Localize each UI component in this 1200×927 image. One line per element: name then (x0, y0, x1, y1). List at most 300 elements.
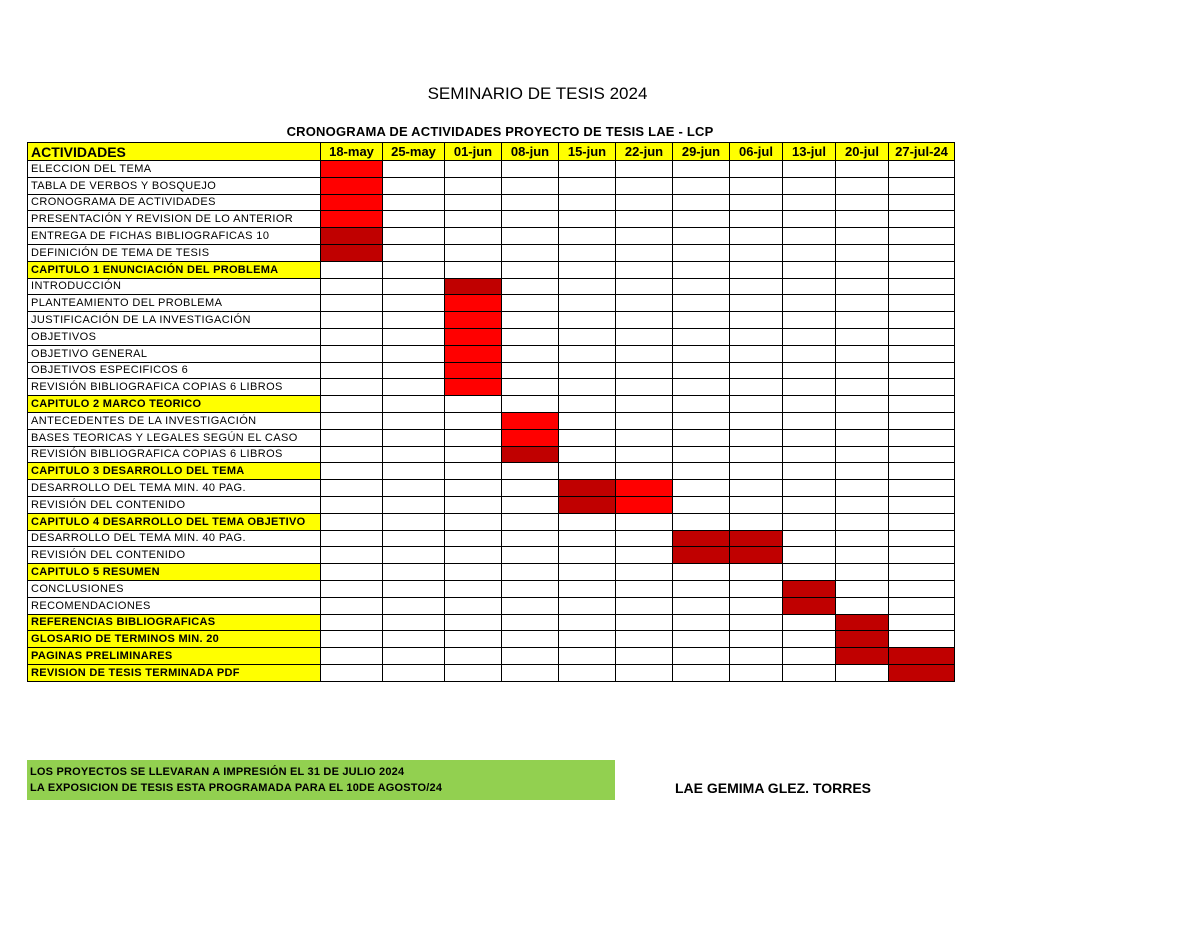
week-cell (783, 396, 836, 413)
week-cell (730, 664, 783, 681)
activity-label: JUSTIFICACIÓN DE LA INVESTIGACIÓN (28, 312, 321, 329)
week-cell (445, 597, 502, 614)
week-cell (502, 648, 559, 665)
week-cell (445, 580, 502, 597)
week-cell (321, 648, 383, 665)
week-cell (445, 446, 502, 463)
week-cell (559, 328, 616, 345)
week-cell (889, 396, 955, 413)
scheduled-week-cell (321, 244, 383, 261)
activity-row (28, 244, 955, 261)
week-cell (836, 412, 889, 429)
activity-label: OBJETIVOS (28, 328, 321, 345)
week-cell (445, 564, 502, 581)
week-cell (673, 228, 730, 245)
section-row (28, 396, 955, 413)
week-cell (836, 362, 889, 379)
week-cell (383, 664, 445, 681)
week-cell (321, 379, 383, 396)
week-cell (502, 463, 559, 480)
section-label: REVISION DE TESIS TERMINADA PDF (28, 664, 321, 681)
week-cell (502, 278, 559, 295)
week-cell (383, 580, 445, 597)
scheduled-week-cell (783, 597, 836, 614)
week-cell (673, 362, 730, 379)
week-cell (673, 328, 730, 345)
week-cell (783, 496, 836, 513)
week-cell (783, 664, 836, 681)
week-cell (559, 564, 616, 581)
week-cell (889, 261, 955, 278)
week-cell (559, 446, 616, 463)
section-row (28, 261, 955, 278)
week-cell (321, 631, 383, 648)
week-cell (502, 496, 559, 513)
week-cell (889, 530, 955, 547)
week-cell (321, 480, 383, 497)
activity-label: ANTECEDENTES DE LA INVESTIGACIÓN (28, 412, 321, 429)
week-cell (836, 530, 889, 547)
activity-schedule-table (27, 142, 955, 682)
week-cell (673, 480, 730, 497)
week-cell (445, 463, 502, 480)
week-cell (502, 664, 559, 681)
week-cell (502, 295, 559, 312)
header-row (28, 143, 955, 161)
activity-row (28, 412, 955, 429)
week-cell (321, 278, 383, 295)
week-header: 13-jul (783, 143, 836, 161)
activity-row (28, 496, 955, 513)
section-label: CAPITULO 4 DESARROLLO DEL TEMA OBJETIVO (28, 513, 321, 530)
week-cell (616, 278, 673, 295)
week-cell (730, 513, 783, 530)
week-cell (445, 261, 502, 278)
scheduled-week-cell (616, 496, 673, 513)
week-cell (321, 547, 383, 564)
week-cell (889, 412, 955, 429)
week-cell (673, 261, 730, 278)
week-cell (889, 244, 955, 261)
section-row (28, 463, 955, 480)
scheduled-week-cell (889, 664, 955, 681)
week-cell (730, 614, 783, 631)
week-cell (783, 211, 836, 228)
week-cell (673, 664, 730, 681)
activity-label: CONCLUSIONES (28, 580, 321, 597)
week-cell (889, 278, 955, 295)
week-cell (321, 664, 383, 681)
week-cell (783, 228, 836, 245)
week-cell (321, 345, 383, 362)
week-cell (783, 530, 836, 547)
week-cell (321, 597, 383, 614)
week-cell (836, 496, 889, 513)
week-header: 25-may (383, 143, 445, 161)
week-cell (445, 211, 502, 228)
section-row (28, 648, 955, 665)
week-cell (616, 312, 673, 329)
week-cell (383, 194, 445, 211)
week-cell (673, 580, 730, 597)
week-cell (783, 547, 836, 564)
week-cell (321, 580, 383, 597)
week-cell (445, 244, 502, 261)
scheduled-week-cell (321, 177, 383, 194)
scheduled-week-cell (559, 496, 616, 513)
activity-row (28, 446, 955, 463)
week-cell (730, 564, 783, 581)
week-cell (673, 161, 730, 178)
week-cell (616, 244, 673, 261)
week-cell (559, 261, 616, 278)
section-label: REFERENCIAS BIBLIOGRAFICAS (28, 614, 321, 631)
week-cell (321, 496, 383, 513)
week-cell (502, 161, 559, 178)
section-label: CAPITULO 1 ENUNCIACIÓN DEL PROBLEMA (28, 261, 321, 278)
week-cell (445, 496, 502, 513)
scheduled-week-cell (445, 328, 502, 345)
print-notes-box (27, 760, 615, 800)
activity-label: REVISIÓN DEL CONTENIDO (28, 496, 321, 513)
week-cell (383, 513, 445, 530)
scheduled-week-cell (502, 412, 559, 429)
week-cell (321, 261, 383, 278)
week-cell (673, 177, 730, 194)
scheduled-week-cell (673, 530, 730, 547)
week-cell (616, 564, 673, 581)
scheduled-week-cell (445, 379, 502, 396)
week-cell (559, 664, 616, 681)
week-cell (783, 194, 836, 211)
week-cell (673, 496, 730, 513)
week-cell (383, 362, 445, 379)
week-cell (445, 547, 502, 564)
week-cell (445, 161, 502, 178)
week-cell (559, 648, 616, 665)
week-cell (783, 261, 836, 278)
week-cell (383, 177, 445, 194)
week-cell (445, 614, 502, 631)
week-header: 06-jul (730, 143, 783, 161)
week-cell (321, 412, 383, 429)
week-cell (321, 312, 383, 329)
scheduled-week-cell (836, 614, 889, 631)
week-cell (383, 161, 445, 178)
section-row (28, 513, 955, 530)
week-cell (730, 379, 783, 396)
scheduled-week-cell (559, 480, 616, 497)
week-cell (783, 278, 836, 295)
week-cell (383, 278, 445, 295)
week-cell (783, 463, 836, 480)
week-cell (673, 631, 730, 648)
scheduled-week-cell (502, 446, 559, 463)
week-cell (445, 513, 502, 530)
scheduled-week-cell (445, 278, 502, 295)
week-cell (502, 597, 559, 614)
week-cell (616, 412, 673, 429)
week-cell (616, 648, 673, 665)
week-cell (730, 194, 783, 211)
week-cell (889, 564, 955, 581)
week-cell (730, 463, 783, 480)
week-cell (383, 211, 445, 228)
activity-row (28, 379, 955, 396)
week-cell (445, 177, 502, 194)
week-cell (502, 580, 559, 597)
activity-label: DESARROLLO DEL TEMA MIN. 40 PAG. (28, 480, 321, 497)
week-cell (673, 648, 730, 665)
week-cell (673, 194, 730, 211)
week-cell (321, 295, 383, 312)
week-header: 01-jun (445, 143, 502, 161)
week-cell (502, 564, 559, 581)
week-cell (559, 211, 616, 228)
week-header: 18-may (321, 143, 383, 161)
week-cell (321, 463, 383, 480)
week-cell (836, 177, 889, 194)
week-cell (783, 177, 836, 194)
activity-row (28, 211, 955, 228)
week-cell (889, 513, 955, 530)
week-cell (836, 295, 889, 312)
week-cell (730, 496, 783, 513)
activity-label: INTRODUCCIÓN (28, 278, 321, 295)
week-cell (783, 564, 836, 581)
week-cell (836, 161, 889, 178)
week-cell (321, 513, 383, 530)
week-header: 29-jun (673, 143, 730, 161)
week-cell (730, 328, 783, 345)
week-cell (836, 547, 889, 564)
week-cell (783, 161, 836, 178)
week-cell (502, 328, 559, 345)
week-cell (673, 564, 730, 581)
scheduled-week-cell (730, 547, 783, 564)
week-cell (673, 244, 730, 261)
week-cell (616, 664, 673, 681)
week-cell (321, 362, 383, 379)
week-cell (559, 161, 616, 178)
week-cell (730, 648, 783, 665)
week-cell (783, 513, 836, 530)
activity-row (28, 597, 955, 614)
week-cell (502, 480, 559, 497)
week-cell (559, 530, 616, 547)
scheduled-week-cell (783, 580, 836, 597)
section-label: PAGINAS PRELIMINARES (28, 648, 321, 665)
scheduled-week-cell (889, 648, 955, 665)
week-cell (383, 328, 445, 345)
week-cell (889, 446, 955, 463)
week-cell (383, 480, 445, 497)
scheduled-week-cell (616, 480, 673, 497)
week-cell (889, 362, 955, 379)
activity-row (28, 177, 955, 194)
week-cell (783, 295, 836, 312)
week-cell (783, 412, 836, 429)
week-cell (383, 261, 445, 278)
week-cell (730, 580, 783, 597)
exposition-date-note: LA EXPOSICION DE TESIS ESTA PROGRAMADA PARA EL 10DE AGOSTO/24 (30, 782, 443, 794)
week-cell (783, 614, 836, 631)
week-cell (836, 463, 889, 480)
week-cell (783, 429, 836, 446)
week-cell (445, 396, 502, 413)
activity-row (28, 580, 955, 597)
author-signature: LAE GEMIMA GLEZ. TORRES (675, 780, 872, 796)
activity-row (28, 194, 955, 211)
week-cell (836, 261, 889, 278)
section-row (28, 564, 955, 581)
week-cell (559, 463, 616, 480)
week-cell (616, 429, 673, 446)
week-cell (616, 446, 673, 463)
scheduled-week-cell (321, 194, 383, 211)
week-cell (383, 312, 445, 329)
week-cell (889, 480, 955, 497)
activity-label: TABLA DE VERBOS Y BOSQUEJO (28, 177, 321, 194)
scheduled-week-cell (445, 362, 502, 379)
week-cell (616, 161, 673, 178)
week-cell (889, 496, 955, 513)
week-cell (445, 228, 502, 245)
week-cell (559, 597, 616, 614)
week-cell (559, 379, 616, 396)
activity-row (28, 312, 955, 329)
week-cell (616, 211, 673, 228)
week-cell (673, 312, 730, 329)
week-cell (559, 614, 616, 631)
week-cell (889, 177, 955, 194)
week-cell (889, 614, 955, 631)
week-cell (730, 312, 783, 329)
week-cell (616, 345, 673, 362)
week-cell (616, 295, 673, 312)
activity-label: OBJETIVOS ESPECIFICOS 6 (28, 362, 321, 379)
week-cell (321, 446, 383, 463)
week-cell (673, 429, 730, 446)
week-cell (730, 446, 783, 463)
scheduled-week-cell (321, 161, 383, 178)
week-cell (559, 429, 616, 446)
activities-header: ACTIVIDADES (28, 143, 321, 161)
week-cell (559, 580, 616, 597)
week-cell (559, 228, 616, 245)
activity-row (28, 328, 955, 345)
week-cell (836, 564, 889, 581)
week-cell (673, 211, 730, 228)
week-cell (783, 480, 836, 497)
week-cell (383, 244, 445, 261)
week-cell (559, 278, 616, 295)
week-cell (502, 228, 559, 245)
week-cell (559, 345, 616, 362)
week-cell (783, 328, 836, 345)
activity-label: RECOMENDACIONES (28, 597, 321, 614)
week-cell (502, 396, 559, 413)
week-cell (836, 194, 889, 211)
week-cell (730, 244, 783, 261)
week-cell (559, 362, 616, 379)
week-cell (616, 513, 673, 530)
week-cell (383, 379, 445, 396)
activity-label: REVISIÓN DEL CONTENIDO (28, 547, 321, 564)
activity-row (28, 547, 955, 564)
scheduled-week-cell (445, 345, 502, 362)
activity-row (28, 345, 955, 362)
week-cell (730, 631, 783, 648)
week-cell (383, 547, 445, 564)
week-cell (616, 362, 673, 379)
section-label: CAPITULO 2 MARCO TEORICO (28, 396, 321, 413)
week-cell (836, 396, 889, 413)
activity-row (28, 161, 955, 178)
week-cell (445, 412, 502, 429)
week-cell (889, 194, 955, 211)
activity-row (28, 295, 955, 312)
week-cell (836, 312, 889, 329)
week-cell (836, 580, 889, 597)
week-cell (502, 530, 559, 547)
week-cell (502, 244, 559, 261)
week-cell (445, 530, 502, 547)
week-cell (502, 261, 559, 278)
section-label: CAPITULO 3 DESARROLLO DEL TEMA (28, 463, 321, 480)
week-cell (730, 480, 783, 497)
week-cell (836, 597, 889, 614)
week-cell (502, 513, 559, 530)
week-cell (559, 194, 616, 211)
week-cell (616, 379, 673, 396)
week-cell (383, 463, 445, 480)
week-cell (445, 480, 502, 497)
week-cell (730, 362, 783, 379)
section-row (28, 614, 955, 631)
week-cell (730, 412, 783, 429)
week-cell (783, 379, 836, 396)
week-cell (889, 312, 955, 329)
week-cell (673, 412, 730, 429)
week-cell (616, 194, 673, 211)
section-label: GLOSARIO DE TERMINOS MIN. 20 (28, 631, 321, 648)
section-row (28, 631, 955, 648)
activity-row (28, 530, 955, 547)
week-cell (783, 312, 836, 329)
week-cell (889, 295, 955, 312)
week-cell (730, 396, 783, 413)
week-cell (383, 429, 445, 446)
week-cell (616, 177, 673, 194)
week-cell (673, 463, 730, 480)
week-cell (383, 345, 445, 362)
week-header: 20-jul (836, 143, 889, 161)
week-cell (445, 194, 502, 211)
week-cell (616, 328, 673, 345)
week-cell (836, 244, 889, 261)
activity-label: ELECCION DEL TEMA (28, 161, 321, 178)
week-cell (730, 161, 783, 178)
week-cell (836, 429, 889, 446)
week-cell (616, 547, 673, 564)
week-cell (445, 429, 502, 446)
week-cell (889, 345, 955, 362)
activity-label: OBJETIVO GENERAL (28, 345, 321, 362)
week-cell (321, 614, 383, 631)
week-cell (383, 396, 445, 413)
week-cell (383, 614, 445, 631)
